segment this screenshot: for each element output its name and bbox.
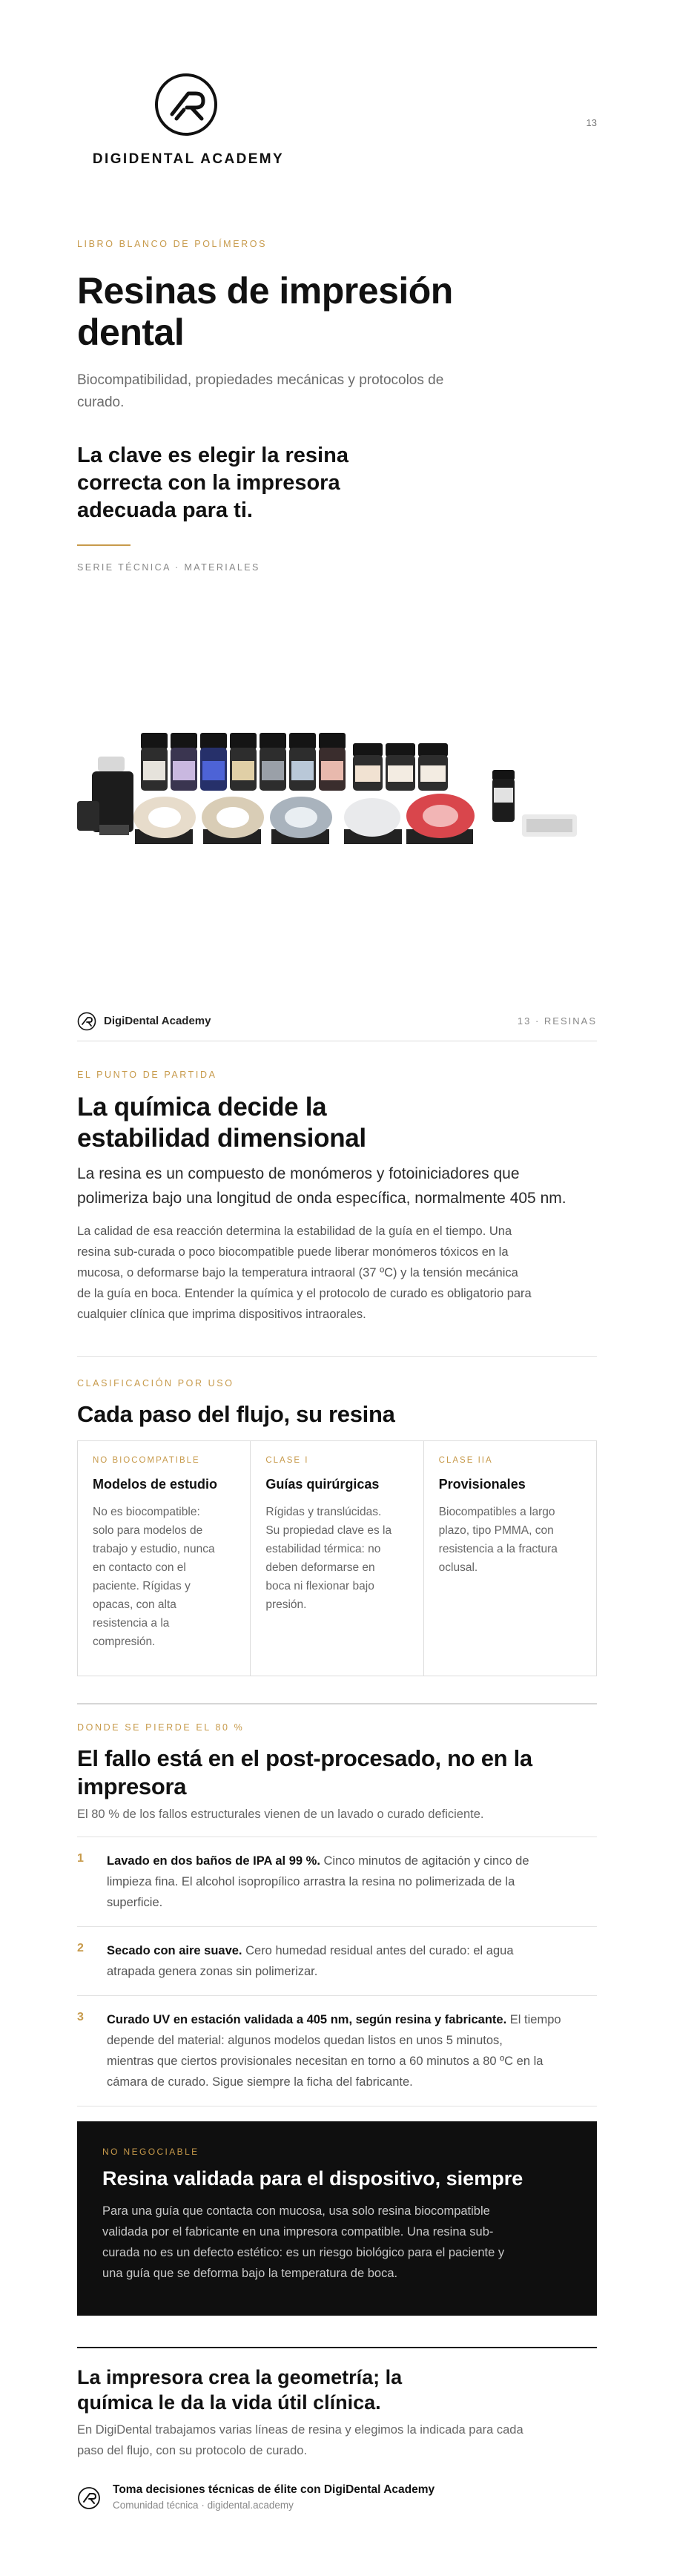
section1-eyebrow-wrap	[77, 1070, 597, 1080]
step-rest: Cinco minutos de agitación y cinco de	[320, 1854, 529, 1868]
step-rest: cámara de curado. Sigue siempre la ficha del fabricante.	[107, 2075, 413, 2089]
card-title: Guías quirúrgicas	[265, 1477, 380, 1492]
footer	[77, 2477, 597, 2514]
section3-eyebrow: DONDE SE PIERDE EL 80 %	[77, 1722, 245, 1733]
card-tag: CLASE I	[265, 1456, 309, 1465]
callout-eyebrow: NO NEGOCIABLE	[102, 2147, 199, 2157]
printer-icon	[77, 757, 133, 835]
section3-title-line2: impresora	[77, 1773, 187, 1799]
card-line: No es biocompatible:	[93, 1506, 200, 1518]
hero-subtitle-line2: curado.	[77, 395, 125, 410]
page-number: 13	[586, 117, 597, 128]
section1-lead-line2: polimeriza bajo una longitud de onda específica, normalmente 405 nm.	[77, 1190, 566, 1207]
card-line: en contacto con el	[93, 1561, 186, 1574]
step-text	[107, 2009, 597, 2092]
callout-title: Resina validada para el dispositivo, siempre	[102, 2167, 523, 2190]
series-wrap	[77, 562, 597, 573]
card-tag: CLASE IIA	[438, 1456, 493, 1465]
section2-eyebrow-wrap	[77, 1378, 597, 1389]
footer-title: Toma decisiones técnicas de élite con DigiDental Academy	[113, 2483, 435, 2496]
non-negotiable-callout	[77, 2121, 597, 2316]
card-line: presión.	[265, 1598, 307, 1611]
section1-lead	[77, 1162, 597, 1210]
brand-wordmark: DIGIDENTAL ACADEMY	[92, 151, 285, 167]
card-provisionals	[424, 1441, 596, 1676]
hero-title	[77, 270, 597, 353]
step-bold: Lavado en dos baños de IPA al 99 %.	[107, 1854, 320, 1868]
step-cure	[77, 1996, 597, 2106]
section1-body-line: cualquier clínica que imprima dispositivos intraorales.	[77, 1308, 366, 1321]
callout-line: una guía que se deforma bajo la temperatura de boca.	[102, 2267, 398, 2280]
step-rest: superficie.	[107, 1896, 163, 1909]
closing-body-line1: En DigiDental trabajamos varias líneas de resina y elegimos la indicada para cada	[77, 2423, 523, 2437]
hero-claim	[77, 442, 597, 524]
section-divider	[77, 1356, 597, 1357]
card-tag: NO BIOCOMPATIBLE	[93, 1456, 200, 1465]
section2-eyebrow: CLASIFICACIÓN POR USO	[77, 1378, 234, 1389]
section1-body-line: La calidad de esa reacción determina la estabilidad de la guía en el tiempo. Una	[77, 1225, 512, 1238]
callout-line: curada no es un defecto estético: es un riesgo biológico para el paciente y	[102, 2246, 505, 2259]
section1-body-line: de la guía en boca. Entender la química y el protocolo de curado es obligatorio para	[77, 1287, 532, 1300]
section2-title: Cada paso del flujo, su resina	[77, 1401, 395, 1427]
card-title: Modelos de estudio	[93, 1477, 218, 1492]
step-number: 3	[77, 2011, 84, 2023]
closing-body	[77, 2419, 597, 2461]
hero-eyebrow: LIBRO BLANCO DE POLÍMEROS	[77, 239, 268, 249]
section3-title	[77, 1745, 597, 1801]
card-body	[439, 1503, 581, 1577]
callout-line: Para una guía que contacta con mucosa, usa solo resina biocompatible	[102, 2204, 490, 2218]
card-line: resistencia a la fractura	[438, 1543, 558, 1555]
section1-eyebrow: EL PUNTO DE PARTIDA	[77, 1070, 217, 1080]
closing-rule	[77, 2347, 597, 2348]
section3-intro: El 80 % de los fallos estructurales vienen de un lavado o curado deficiente.	[77, 1808, 484, 1821]
resin-products-image	[77, 714, 597, 877]
card-line: opacas, con alta	[93, 1598, 176, 1611]
card-line: paciente. Rígidas y	[93, 1580, 191, 1592]
digidental-logo-icon	[77, 2486, 101, 2510]
section1-body-line: resina sub-curada o poco biocompatible puede liberar monómeros tóxicos en la	[77, 1245, 509, 1259]
hero-title-line2: dental	[77, 312, 185, 353]
hero-claim-line2: correcta con la impresora	[77, 471, 340, 495]
card-body	[265, 1503, 408, 1614]
hero-claim-line1: La clave es elegir la resina	[77, 444, 348, 467]
card-line: trabajo y estudio, nunca	[93, 1543, 215, 1555]
step-rest: mientras que ciertos provisionales necesitan en torno a 60 minutos a 80 ºC en la	[107, 2055, 544, 2068]
running-header	[77, 1006, 597, 1041]
section1-body-line: mucosa, o deformarse bajo la temperatura intraoral (37 ºC) y la tensión mecánica	[77, 1266, 518, 1279]
callout-body	[102, 2201, 572, 2284]
step-dry	[77, 1927, 597, 1996]
section1-lead-line1: La resina es un compuesto de monómeros y fotoiniciadores que	[77, 1165, 520, 1182]
hero-subtitle-line1: Biocompatibilidad, propiedades mecánicas y protocolos de	[77, 372, 444, 388]
card-line: resistencia a la	[93, 1617, 170, 1630]
section3-title-line1: El fallo está en el post-procesado, no en la	[77, 1745, 532, 1771]
step-rest: atrapada genera zonas sin polimerizar.	[107, 1965, 318, 1978]
closing-title-line2: química le da la vida útil clínica.	[77, 2391, 381, 2414]
section1-body	[77, 1221, 597, 1325]
section1-title-line2: estabilidad dimensional	[77, 1124, 366, 1153]
runner-page: 13 · RESINAS	[517, 1015, 597, 1027]
card-line: oclusal.	[438, 1561, 478, 1574]
section3-eyebrow-wrap	[77, 1722, 597, 1733]
resin-classification-cards	[77, 1440, 597, 1676]
card-line: Su propiedad clave es la	[265, 1524, 392, 1537]
step-rest: depende del material: algunos modelos quedan listos en unos 5 minutos,	[107, 2034, 503, 2047]
series-label: SERIE TÉCNICA · MATERIALES	[77, 562, 260, 573]
card-body	[93, 1503, 235, 1651]
hero-title-line1: Resinas de impresión	[77, 270, 453, 312]
hero-eyebrow-wrap	[77, 239, 597, 249]
step-wash	[77, 1837, 597, 1927]
closing-title	[77, 2365, 597, 2415]
card-surgical-guides	[251, 1441, 423, 1676]
step-number: 1	[77, 1852, 84, 1865]
step-text	[107, 1851, 597, 1913]
step-text	[107, 1940, 597, 1982]
closing-body-line2: paso del flujo, con su protocolo de curado.	[77, 2444, 308, 2457]
closing-title-line1: La impresora crea la geometría; la	[77, 2366, 403, 2388]
card-line: boca ni flexionar bajo	[265, 1580, 374, 1592]
card-line: plazo, tipo PMMA, con	[438, 1524, 554, 1537]
gold-rule	[77, 544, 597, 546]
step-rest: limpieza fina. El alcohol isopropílico arrastra la resina no polimerizada de la	[107, 1875, 515, 1888]
section2-title-wrap	[77, 1399, 597, 1430]
post-processing-steps	[77, 1837, 597, 2106]
step-bold: Curado UV en estación validada a 405 nm, según resina y fabricante.	[107, 2013, 507, 2026]
section1-title-line1: La química decide la	[77, 1093, 327, 1121]
hero-subtitle	[77, 369, 597, 414]
card-line: deben deformarse en	[265, 1561, 375, 1574]
digidental-logo-icon	[77, 1012, 96, 1031]
card-title: Provisionales	[438, 1477, 526, 1492]
card-line: Rígidas y translúcidas.	[265, 1506, 382, 1518]
card-line: Biocompatibles a largo	[438, 1506, 555, 1518]
card-line: estabilidad térmica: no	[265, 1543, 381, 1555]
card-line: solo para modelos de	[93, 1524, 203, 1537]
hero-claim-line3: adecuada para ti.	[77, 498, 253, 522]
digidental-logo-icon	[154, 73, 218, 136]
runner-brand: DigiDental Academy	[104, 1015, 211, 1027]
callout-line: validada por el fabricante en una impresora compatible. Una resina sub-	[102, 2225, 494, 2239]
step-bold: Secado con aire suave.	[107, 1944, 242, 1957]
gold-accent-rule	[77, 544, 130, 546]
step-rest: Cero humedad residual antes del curado: el agua	[242, 1944, 514, 1957]
card-study-models	[78, 1441, 251, 1676]
section-divider	[77, 1703, 597, 1704]
page-header	[0, 0, 674, 193]
section3-intro-wrap	[77, 1804, 597, 1825]
card-line: compresión.	[93, 1635, 156, 1648]
section1-title	[77, 1092, 597, 1154]
footer-subtitle: Comunidad técnica · digidental.academy	[113, 2500, 294, 2511]
step-number: 2	[77, 1942, 84, 1954]
step-rest: El tiempo	[506, 2013, 561, 2026]
